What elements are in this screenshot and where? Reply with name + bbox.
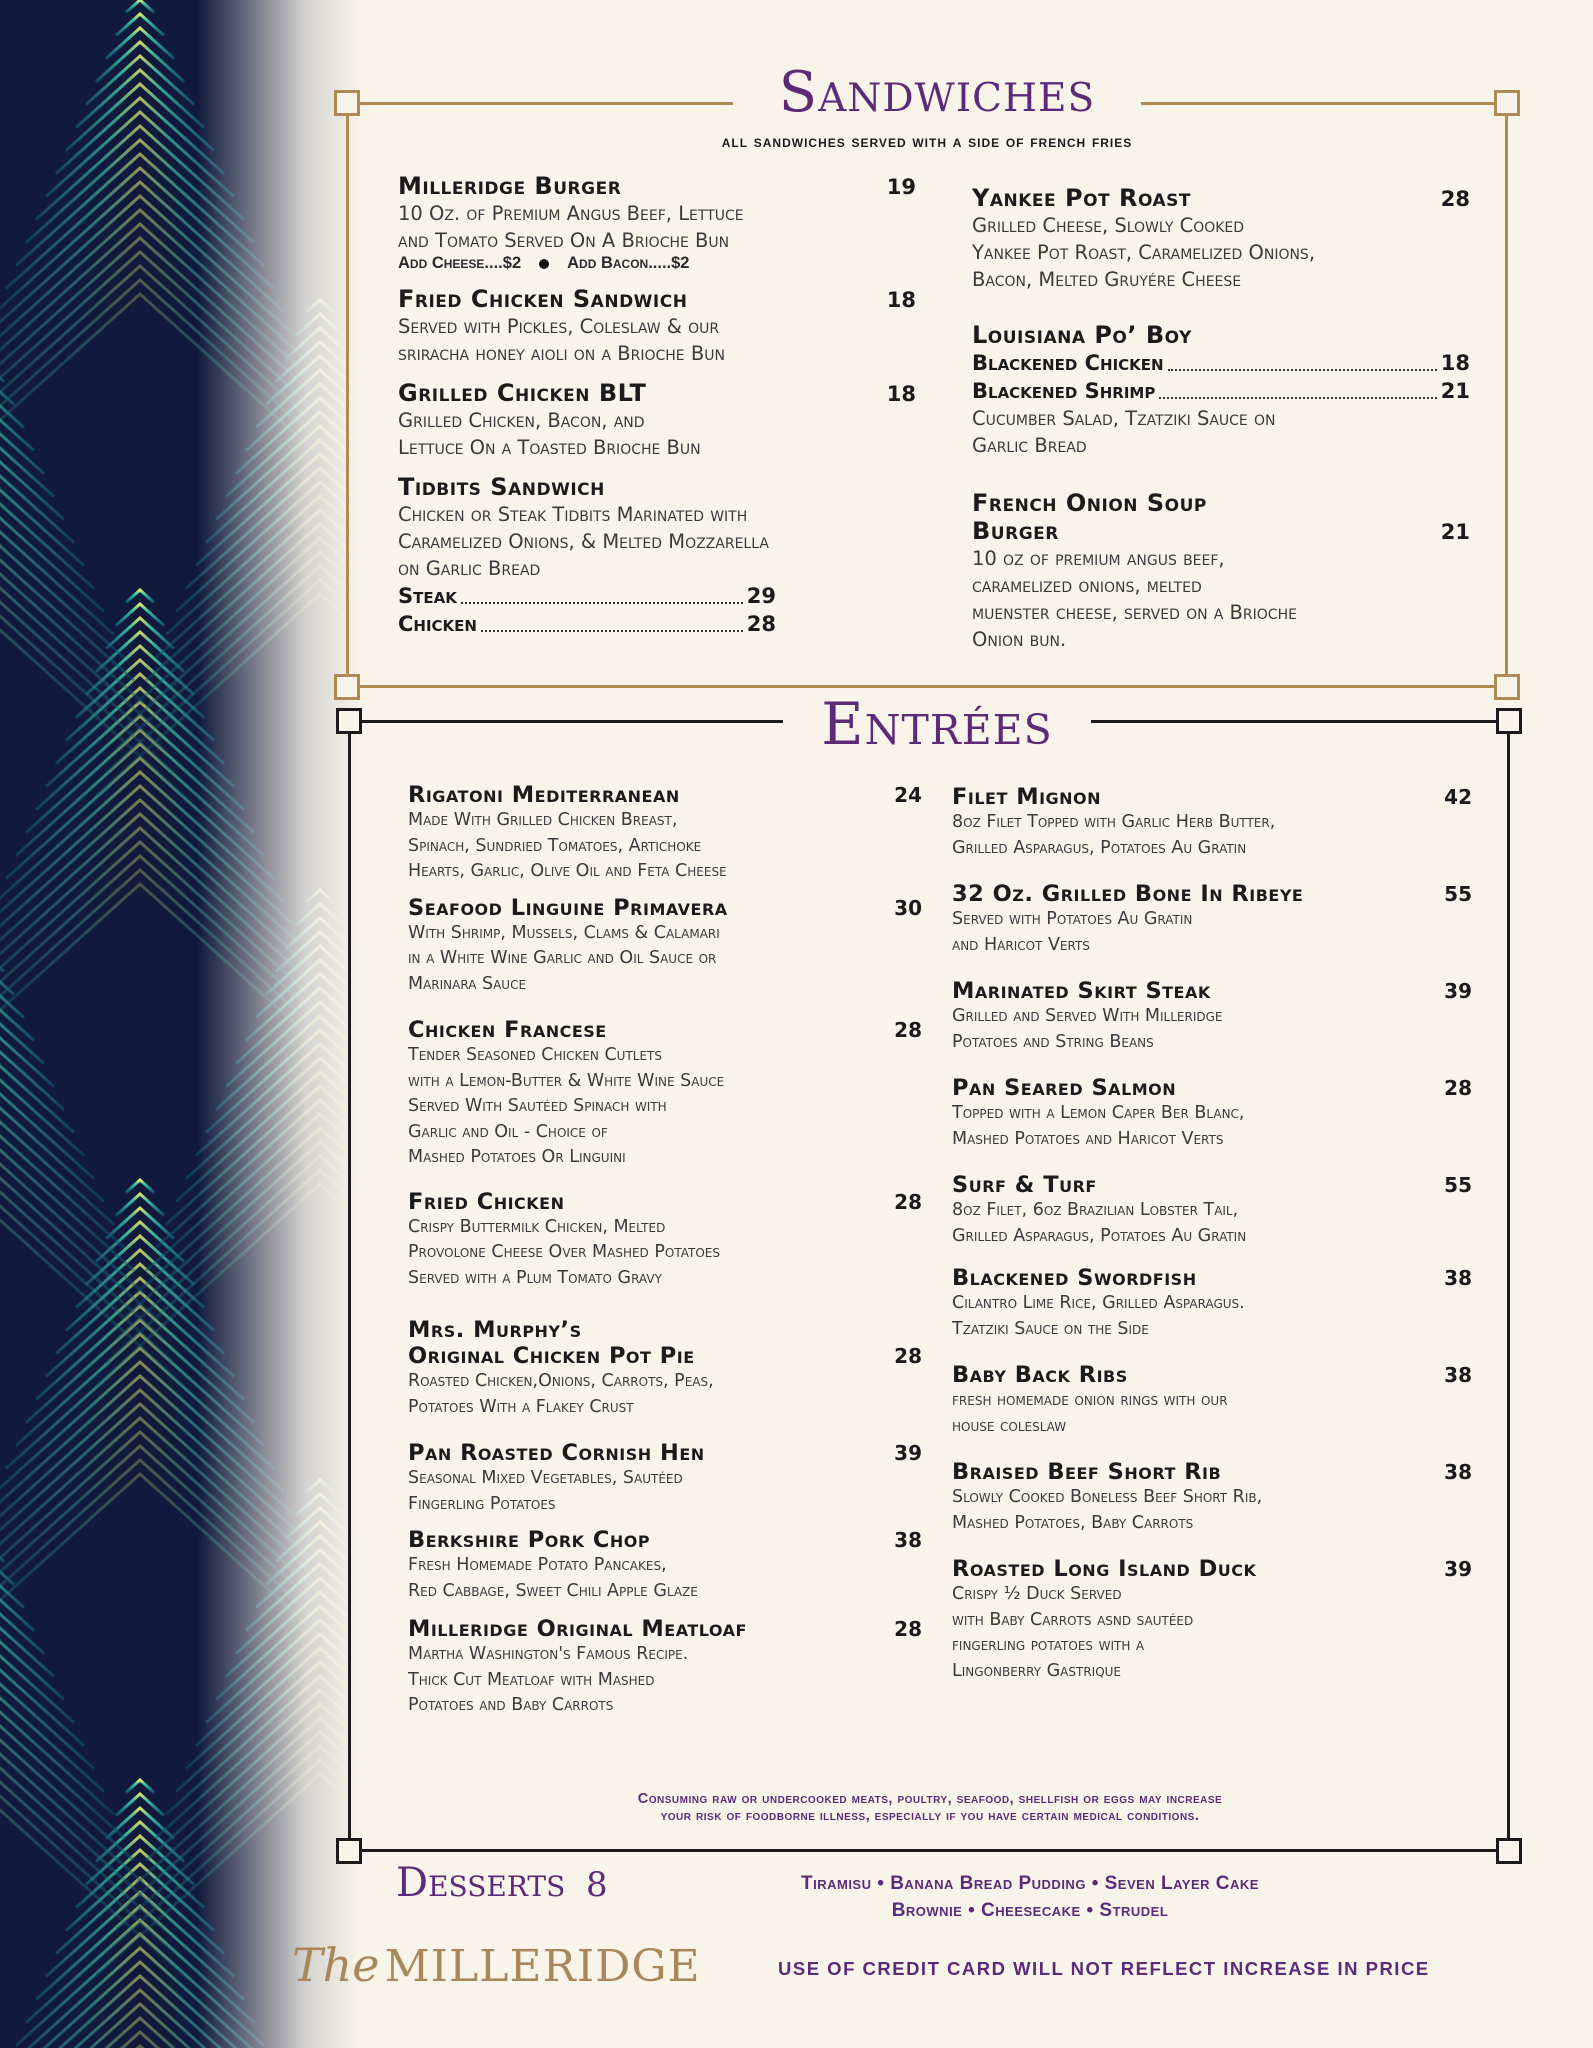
item-description: Potatoes and Baby Carrots <box>408 1695 614 1715</box>
entrees-left-column <box>408 782 922 1719</box>
entrees-right-column <box>952 784 1472 1684</box>
option-price: 21 <box>1440 379 1470 403</box>
frame-corner-ornament <box>334 90 360 116</box>
item-name: Milleridge Burger <box>398 172 622 200</box>
option-price: 18 <box>1440 351 1470 375</box>
item-description: Slowly Cooked Boneless Beef Short Rib, <box>952 1487 1263 1507</box>
menu-item <box>952 881 1472 958</box>
sandwiches-title: Sandwiches <box>733 60 1141 125</box>
option-label: Chicken <box>398 612 477 636</box>
item-description: 8oz Filet, 6oz Brazilian Lobster Tail, <box>952 1200 1239 1220</box>
item-name: Tidbits Sandwich <box>398 473 605 501</box>
item-description: Chicken or Steak Tidbits Marinated with <box>398 503 748 526</box>
item-description: Topped with a Lemon Caper Ber Blanc, <box>952 1103 1245 1123</box>
item-name: 32 Oz. Grilled Bone In Ribeye <box>952 881 1304 907</box>
dessert-line-2: Brownie • Cheesecake • Strudel <box>891 1900 1169 1921</box>
item-description: house coleslaw <box>952 1415 1067 1436</box>
option-price: 28 <box>746 612 776 636</box>
addon-label: Add Bacon.....$2 <box>567 254 690 272</box>
item-description: and Tomato Served On A Brioche Bun <box>398 229 730 252</box>
price-option <box>398 610 776 638</box>
item-description: Served with a Plum Tomato Gravy <box>408 1267 662 1288</box>
item-name: Milleridge Original Meatloaf <box>408 1616 747 1642</box>
item-description: Red Cabbage, Sweet Chili Apple Glaze <box>408 1580 698 1601</box>
item-price: 24 <box>894 783 922 807</box>
item-description: Onion bun. <box>972 628 1067 651</box>
item-description: Tender Seasoned Chicken Cutlets <box>408 1045 662 1065</box>
food-safety-warning <box>400 1791 1460 1825</box>
item-price: 39 <box>1444 1557 1472 1581</box>
menu-item <box>408 1017 922 1171</box>
item-description: with a Lemon-Butter & White Wine Sauce <box>408 1070 725 1091</box>
frame-corner-ornament <box>334 674 360 700</box>
item-description: Grilled and Served With Milleridge <box>952 1006 1223 1026</box>
frame-corner-ornament <box>1496 1838 1522 1864</box>
menu-item <box>398 379 916 461</box>
item-name: Mrs. Murphy’s <box>408 1317 582 1343</box>
item-description: Fingerling Potatoes <box>408 1493 556 1514</box>
menu-item <box>408 1317 922 1420</box>
item-description: on Garlic Bread <box>398 557 541 580</box>
entrees-title: Entrées <box>783 690 1091 758</box>
item-description: muenster cheese, served on a Brioche <box>972 601 1297 624</box>
item-name-line-2: Original Chicken Pot Pie <box>408 1343 695 1369</box>
bullet-icon <box>539 259 549 269</box>
item-description: Cucumber Salad, Tzatziki Sauce on <box>972 407 1276 430</box>
item-description: Grilled Chicken, Bacon, and <box>398 409 645 432</box>
milleridge-logo <box>292 1938 701 1992</box>
item-description: Mashed Potatoes Or Linguini <box>408 1147 626 1167</box>
menu-item <box>398 285 916 367</box>
item-description: fresh homemade onion rings with our <box>952 1390 1228 1410</box>
item-price: 28 <box>894 1617 922 1641</box>
decorative-chevron-panel <box>0 0 360 2048</box>
item-description: 10 Oz. of Premium Angus Beef, Lettuce <box>398 202 744 225</box>
item-price: 28 <box>894 1344 922 1368</box>
item-name: Seafood Linguine Primavera <box>408 894 728 921</box>
item-description: Grilled Cheese, Slowly Cooked <box>972 214 1245 237</box>
item-description: Lingonberry Gastrique <box>952 1660 1122 1681</box>
item-price: 28 <box>1444 1076 1472 1100</box>
price-option <box>972 349 1470 377</box>
item-price: 38 <box>1444 1266 1472 1290</box>
menu-item <box>952 1075 1472 1152</box>
item-name-line-2: Burger <box>972 517 1059 545</box>
item-description: Garlic Bread <box>972 434 1087 457</box>
frame-corner-ornament <box>1494 674 1520 700</box>
item-description: Marinara Sauce <box>408 973 527 994</box>
item-description: caramelized onions, melted <box>972 574 1202 597</box>
item-name: Baby Back Ribs <box>952 1362 1128 1388</box>
item-description: Potatoes and String Beans <box>952 1031 1154 1052</box>
menu-item <box>972 489 1470 653</box>
item-description: Hearts, Garlic, Olive Oil and Feta Cheese <box>408 861 727 881</box>
option-price: 29 <box>746 584 776 608</box>
price-option <box>972 377 1470 405</box>
item-name: Braised Beef Short Rib <box>952 1459 1222 1485</box>
item-description: Caramelized Onions, & Melted Mozzarella <box>398 530 769 553</box>
option-label: Blackened Shrimp <box>972 379 1156 403</box>
item-name: Pan Seared Salmon <box>952 1075 1177 1101</box>
item-description: Crispy Buttermilk Chicken, Melted <box>408 1216 666 1237</box>
item-description: Served with Pickles, Coleslaw & our <box>398 315 720 338</box>
frame-corner-ornament <box>1494 90 1520 116</box>
item-description: Lettuce On a Toasted Brioche Bun <box>398 436 701 459</box>
item-description: 10 oz of premium angus beef, <box>972 547 1225 570</box>
logo-name: MILLERIDGE <box>384 1941 701 1992</box>
item-description: and Haricot Verts <box>952 934 1090 955</box>
item-description: Served with Potatoes Au Gratin <box>952 909 1193 929</box>
item-name: Berkshire Pork Chop <box>408 1527 651 1553</box>
item-name: Louisiana Po’ Boy <box>972 321 1192 349</box>
dot-leader <box>1168 349 1437 371</box>
item-name: French Onion Soup <box>972 489 1207 517</box>
item-price: 38 <box>894 1528 922 1552</box>
menu-item <box>952 978 1472 1055</box>
menu-item <box>408 1527 922 1604</box>
item-name: Fried Chicken Sandwich <box>398 285 688 313</box>
dot-leader <box>1159 377 1436 399</box>
sandwiches-subtitle: all sandwiches served with a side of french fries <box>721 132 1133 151</box>
item-description: Martha Washington's Famous Recipe. <box>408 1644 689 1664</box>
item-description: Mashed Potatoes and Haricot Verts <box>952 1128 1224 1149</box>
option-label: Steak <box>398 584 457 608</box>
item-description: Grilled Asparagus, Potatoes Au Gratin <box>952 1225 1247 1246</box>
item-price: 28 <box>894 1189 922 1214</box>
item-description: With Shrimp, Mussels, Clams & Calamari <box>408 922 720 943</box>
menu-item <box>952 1362 1472 1439</box>
item-description: in a White Wine Garlic and Oil Sauce or <box>408 948 717 968</box>
item-price: 39 <box>894 1441 922 1465</box>
desserts-label: Desserts <box>396 1860 566 1906</box>
item-price: 39 <box>1444 979 1472 1003</box>
item-description: Thick Cut Meatloaf with Mashed <box>408 1669 655 1690</box>
item-description: Roasted Chicken,Onions, Carrots, Peas, <box>408 1371 714 1391</box>
item-price: 28 <box>1440 187 1470 211</box>
item-description: Bacon, Melted Gruyére Cheese <box>972 268 1242 291</box>
dot-leader <box>481 610 743 632</box>
item-name: Fried Chicken <box>408 1188 565 1215</box>
frame-corner-ornament <box>336 708 362 734</box>
menu-item <box>398 172 916 273</box>
dessert-line-1: Tiramisu • Banana Bread Pudding • Seven Layer Cake <box>801 1873 1259 1894</box>
item-price: 55 <box>1444 882 1472 906</box>
item-price: 21 <box>1440 520 1470 544</box>
menu-item <box>952 1459 1472 1536</box>
item-name: Surf & Turf <box>952 1172 1097 1198</box>
frame-corner-ornament <box>1496 708 1522 734</box>
item-price: 55 <box>1444 1173 1472 1197</box>
warning-line-1: Consuming raw or undercooked meats, poultry, seafood, shellfish or eggs may increase <box>637 1791 1223 1807</box>
frame-corner-ornament <box>336 1838 362 1864</box>
item-price: 38 <box>1444 1363 1472 1387</box>
menu-item <box>952 1172 1472 1249</box>
item-description: Mashed Potatoes, Baby Carrots <box>952 1512 1194 1533</box>
item-name: Grilled Chicken BLT <box>398 379 647 407</box>
item-description: Crispy ½ Duck Served <box>952 1584 1122 1604</box>
item-price: 28 <box>894 1018 922 1042</box>
item-name: Pan Roasted Cornish Hen <box>408 1440 705 1466</box>
item-price: 18 <box>886 288 916 312</box>
item-name: Roasted Long Island Duck <box>952 1556 1257 1582</box>
item-name: Rigatoni Mediterranean <box>408 782 680 808</box>
item-price: 18 <box>886 382 916 406</box>
item-description: Made With Grilled Chicken Breast, <box>408 810 678 830</box>
addons-row <box>398 254 916 273</box>
dot-leader <box>461 582 743 604</box>
desserts-price: 8 <box>586 1865 608 1905</box>
menu-item <box>952 784 1472 861</box>
price-option <box>398 582 776 610</box>
desserts-title <box>396 1860 608 1906</box>
menu-item <box>408 895 922 998</box>
item-description: Grilled Asparagus, Potatoes Au Gratin <box>952 837 1247 858</box>
item-description: with Baby Carrots asnd sautéed <box>952 1609 1194 1630</box>
warning-line-2: your risk of foodborne illness, especially if you have certain medical conditions. <box>660 1808 1200 1824</box>
menu-item <box>408 1440 922 1517</box>
addon-label: Add Cheese....$2 <box>398 254 522 272</box>
item-name: Blackened Swordfish <box>952 1265 1197 1291</box>
item-name: Marinated Skirt Steak <box>952 978 1211 1004</box>
item-price: 42 <box>1444 785 1472 809</box>
item-description: Tzatziki Sauce on the Side <box>952 1318 1149 1339</box>
item-price: 38 <box>1444 1460 1472 1484</box>
menu-item <box>972 184 1470 293</box>
item-name: Filet Mignon <box>952 784 1102 810</box>
menu-item <box>408 782 922 885</box>
menu-item <box>398 473 916 638</box>
item-price: 30 <box>894 895 922 920</box>
item-description: 8oz Filet Topped with Garlic Herb Butter, <box>952 812 1276 832</box>
menu-item <box>408 1616 922 1719</box>
menu-item <box>952 1556 1472 1684</box>
item-description: Provolone Cheese Over Mashed Potatoes <box>408 1242 721 1262</box>
item-price: 19 <box>886 175 916 199</box>
item-description: Spinach, Sundried Tomatoes, Artichoke <box>408 835 702 856</box>
item-name: Yankee Pot Roast <box>972 184 1191 212</box>
item-description: fingerling potatoes with a <box>952 1635 1145 1655</box>
item-name: Chicken Francese <box>408 1017 607 1043</box>
logo-the: The <box>292 1938 380 1992</box>
item-description: Potatoes With a Flakey Crust <box>408 1396 634 1417</box>
item-description: Cilantro Lime Rice, Grilled Asparagus. <box>952 1293 1245 1313</box>
sandwiches-right-column <box>972 184 1470 653</box>
credit-card-note: USE OF CREDIT CARD WILL NOT REFLECT INCREASE IN PRICE <box>778 1958 1430 1979</box>
menu-item <box>408 1189 922 1292</box>
menu-item <box>952 1265 1472 1342</box>
item-description: Served With Sautéed Spinach with <box>408 1096 667 1116</box>
item-description: Seasonal Mixed Vegetables, Sautéed <box>408 1468 683 1488</box>
item-description: Garlic and Oil - Choice of <box>408 1121 608 1142</box>
dessert-list <box>680 1870 1380 1924</box>
sandwiches-left-column <box>398 172 916 638</box>
item-description: Fresh Homemade Potato Pancakes, <box>408 1555 667 1575</box>
menu-item <box>972 321 1470 459</box>
item-description: Yankee Pot Roast, Caramelized Onions, <box>972 241 1316 264</box>
option-label: Blackened Chicken <box>972 351 1164 375</box>
item-description: sriracha honey aioli on a Brioche Bun <box>398 342 725 365</box>
